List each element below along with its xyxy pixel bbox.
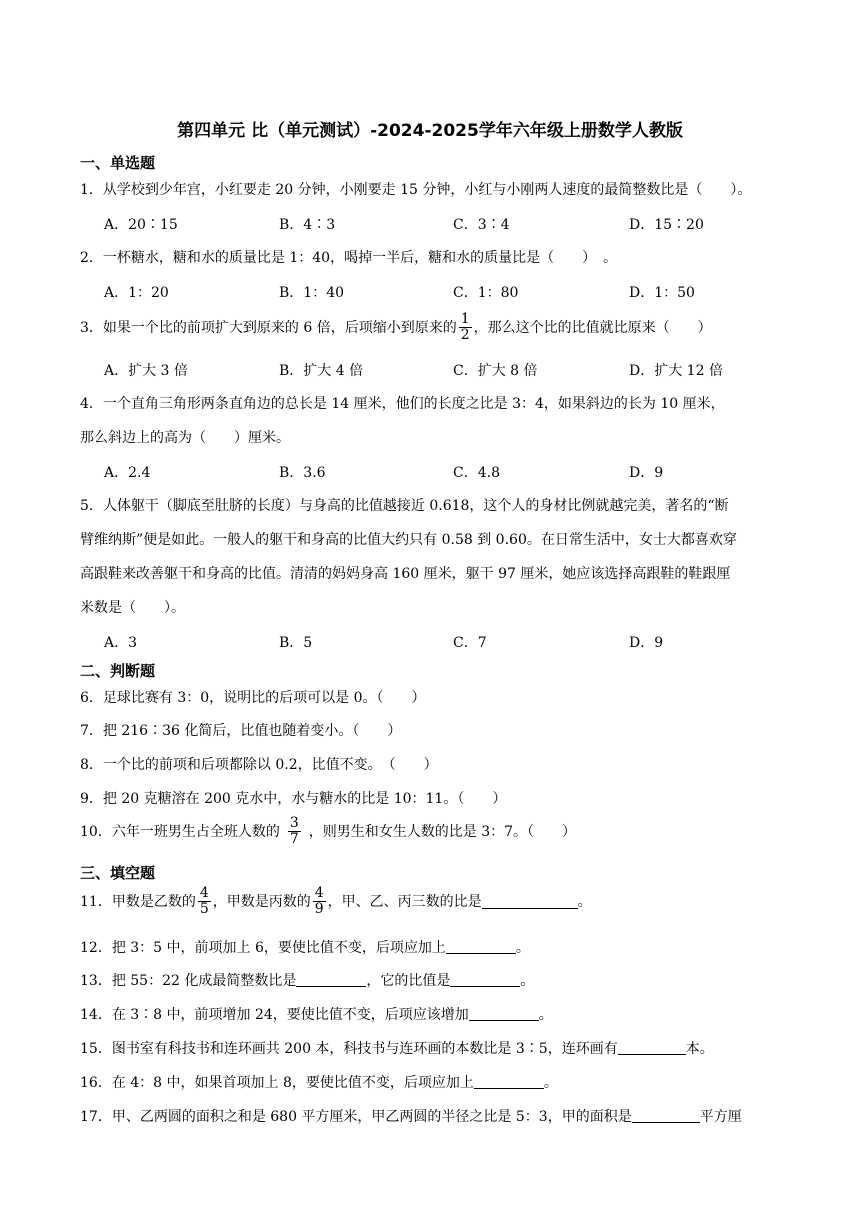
- question-2-text: 2．一杯糖水，糖和水的质量比是 1：40，喝掉一半后，糖和水的质量比是（ ） 。: [80, 250, 618, 266]
- answer-blank[interactable]: [450, 972, 520, 987]
- question-5-option-c: C．7: [453, 635, 487, 651]
- question-4-option-d: D．9: [629, 465, 664, 481]
- answer-blank[interactable]: [474, 1074, 544, 1089]
- question-2-option-b: B．1：40: [279, 285, 345, 301]
- question-4-option-b: B．3.6: [279, 465, 326, 481]
- question-13-text: 13．把 55：22 化成最简整数比是 ，它的比值是 。: [80, 973, 535, 989]
- answer-blank[interactable]: [618, 1040, 686, 1055]
- section-heading-fill-blank: 三、填空题: [80, 864, 156, 882]
- answer-blank[interactable]: [469, 1006, 539, 1021]
- question-7-text: 7．把 216∶36 化简后，比值也随着变小。（ ）: [80, 723, 402, 739]
- question-2-option-a: A．1：20: [104, 285, 169, 301]
- question-1-option-d: D．15∶20: [629, 217, 704, 233]
- question-15-text: 15．图书室有科技书和连环画共 200 本，科技书与连环画的本数比是 3∶5，连环画有 本。: [80, 1041, 714, 1057]
- question-1-option-a: A．20∶15: [104, 217, 178, 233]
- question-3-option-c: C．扩大 8 倍: [453, 363, 538, 379]
- question-1-option-c: C．3∶4: [453, 217, 510, 233]
- question-17-text: 17．甲、乙两圆的面积之和是 680 平方厘米，甲乙两圆的半径之比是 5：3，甲的面积是 平方厘: [80, 1109, 742, 1125]
- question-3-option-d: D．扩大 12 倍: [629, 363, 723, 379]
- question-3-text: 3．如果一个比的前项扩大到原来的 6 倍，后项缩小到原来的 $\frac{1}{2}$ ，那么这个比的比值就比原来（ ）: [80, 311, 712, 343]
- question-12-text: 12．把 3：5 中，前项加上 6，要使比值不变，后项应加上 。: [80, 940, 530, 956]
- question-14-text: 14．在 3∶8 中，前项增加 24，要使比值不变，后项应该增加 。: [80, 1007, 553, 1023]
- answer-blank[interactable]: [296, 972, 366, 987]
- question-4-line-2: 那么斜边上的高为（ ）厘米。: [80, 430, 290, 446]
- question-1-option-b: B．4∶3: [279, 217, 336, 233]
- question-4-line-1: 4．一个直角三角形两条直角边的总长是 14 厘米，他们的长度之比是 3：4，如果斜边的长为 10 厘米，: [80, 396, 725, 412]
- answer-blank[interactable]: [482, 894, 578, 909]
- section-heading-single-choice: 一、单选题: [80, 154, 156, 172]
- question-3-option-b: B．扩大 4 倍: [279, 363, 364, 379]
- question-8-text: 8．一个比的前项和后项都除以 0.2，比值不变。 （ ）: [80, 757, 438, 773]
- question-1-text: 1．从学校到少年宫，小红要走 20 分钟，小刚要走 15 分钟，小红与小刚两人速度的最简整数比是（ ）。: [80, 182, 752, 198]
- question-5-line-1: 5．人体躯干（脚底至肚脐的长度）与身高的比值越接近 0.618，这个人的身材比例就越完美，著名的“断: [80, 498, 729, 514]
- question-5-line-4: 米数是（ ）。: [80, 600, 185, 616]
- question-3-option-a: A．扩大 3 倍: [104, 363, 188, 379]
- question-5-option-d: D．9: [629, 635, 664, 651]
- fraction-four-ninths: $\frac{4}{9}$: [314, 885, 324, 917]
- question-5-line-3: 高跟鞋来改善躯干和身高的比值。清清的妈妈身高 160 厘米，躯干 97 厘米，她应该选择高跟鞋的鞋跟厘: [80, 566, 731, 582]
- answer-blank[interactable]: [632, 1108, 700, 1123]
- fraction-three-sevenths: $\frac{3}{7}$: [289, 815, 299, 847]
- question-11-text: 11．甲数是乙数的 $\frac{4}{5}$ ，甲数是丙数的 $\frac{4}{9}$ ，甲、乙、丙三数的比是 。: [80, 885, 592, 917]
- page-title: 第四单元 比（单元测试）-2024-2025学年六年级上册数学人教版: [177, 121, 683, 141]
- question-5-option-a: A．3: [104, 635, 138, 651]
- question-2-option-d: D．1：50: [629, 285, 695, 301]
- question-16-text: 16．在 4：8 中，如果首项加上 8，要使比值不变，后项应加上 。: [80, 1075, 558, 1091]
- question-6-text: 6．足球比赛有 3：0，说明比的后项可以是 0。（ ）: [80, 690, 426, 706]
- fraction-one-half: $\frac{1}{2}$: [460, 311, 470, 343]
- question-5-line-2: 臂维纳斯”便是如此。一般人的躯干和身高的比值大约只有 0.58 到 0.60。在日常生活中，女士大都喜欢穿: [80, 532, 737, 548]
- question-9-text: 9．把 20 克糖溶在 200 克水中，水与糖水的比是 10：11。（ ）: [80, 791, 507, 807]
- question-4-option-c: C．4.8: [453, 465, 500, 481]
- answer-blank[interactable]: [446, 939, 516, 954]
- section-heading-true-false: 二、判断题: [80, 662, 156, 680]
- question-2-option-c: C．1：80: [453, 285, 519, 301]
- question-10-text: 10．六年一班男生占全班人数的 $\frac{3}{7}$ ，则男生和女生人数的比是 3：7。（ ）: [80, 815, 577, 847]
- question-5-option-b: B．5: [279, 635, 313, 651]
- fraction-four-fifths: $\frac{4}{5}$: [199, 885, 209, 917]
- question-4-option-a: A．2.4: [104, 465, 151, 481]
